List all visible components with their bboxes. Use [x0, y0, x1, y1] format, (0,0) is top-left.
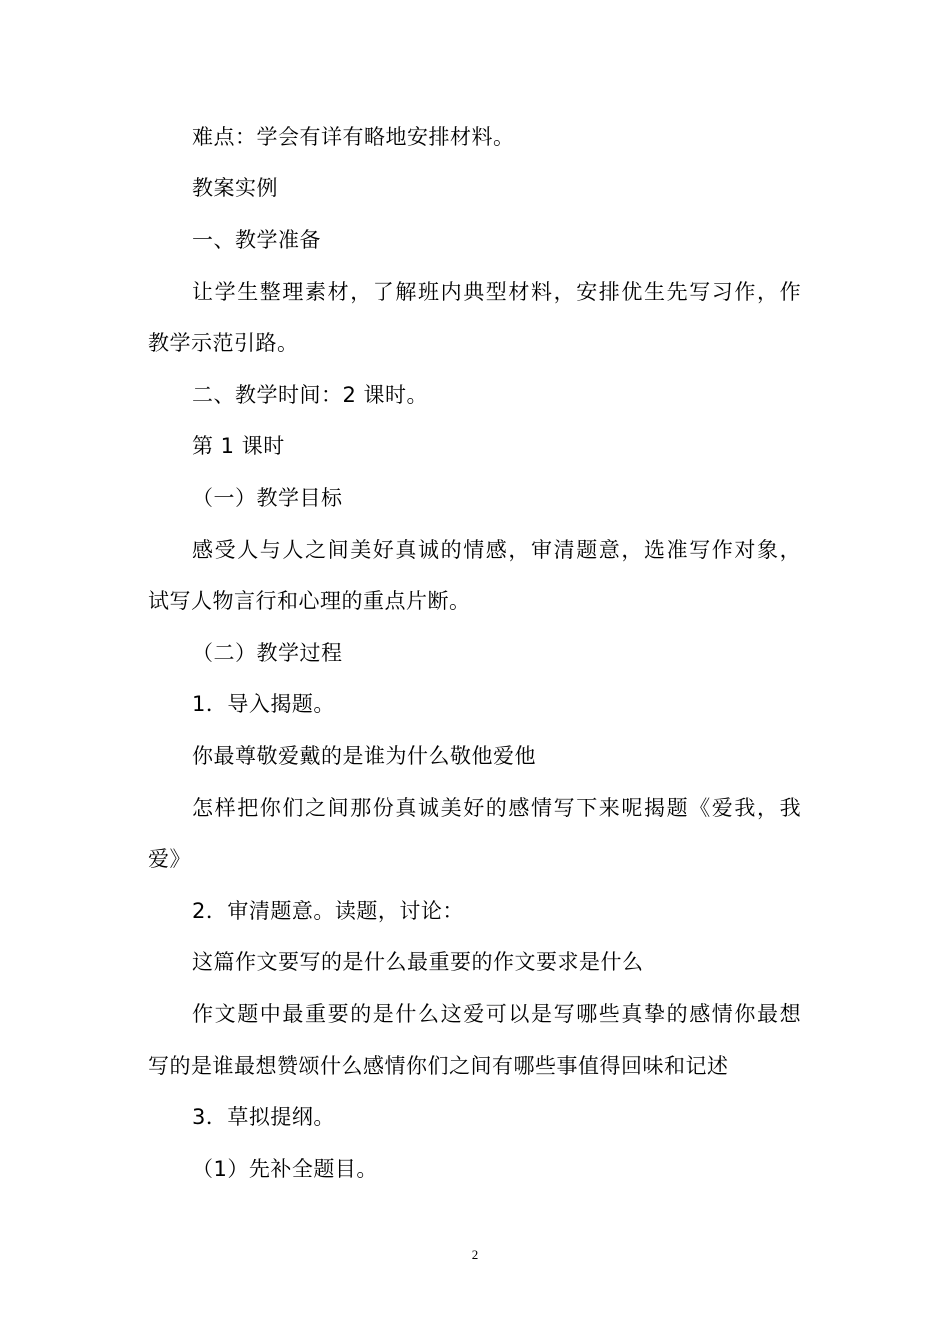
heading-teaching-time: 二、教学时间：2 课时。 — [192, 383, 429, 407]
heading-teaching-process: （二）教学过程 — [192, 641, 343, 665]
paragraph-goals-line-2: 试写人物言行和心理的重点片断。 — [148, 589, 471, 613]
paragraph-preparation-line-2: 教学示范引路。 — [148, 331, 299, 355]
heading-teaching-goals: （一）教学目标 — [192, 486, 343, 510]
paragraph-reveal-title-line-2: 爱》 — [148, 847, 191, 871]
paragraph-goals-line-1: 感受人与人之间美好真诚的情感，审清题意，选准写作对象， — [192, 538, 803, 562]
heading-first-lesson: 第 1 课时 — [192, 434, 285, 458]
paragraph-question-respect: 你最尊敬爱戴的是谁为什么敬他爱他 — [192, 744, 536, 768]
paragraph-reveal-title-line-1: 怎样把你们之间那份真诚美好的感情写下来呢揭题《爱我，我 — [192, 796, 803, 820]
heading-lesson-example: 教案实例 — [192, 176, 278, 200]
paragraph-discussion-line-2: 写的是谁最想赞颂什么感情你们之间有哪些事值得回味和记述 — [148, 1054, 729, 1078]
heading-teaching-preparation: 一、教学准备 — [192, 228, 321, 252]
paragraph-difficulty: 难点：学会有详有略地安排材料。 — [192, 125, 515, 149]
step-2-understand-topic: 2．审清题意。读题，讨论： — [192, 899, 464, 923]
substep-complete-title: （1）先补全题目。 — [192, 1157, 378, 1181]
page-number: 2 — [471, 1247, 479, 1262]
paragraph-discussion-line-1: 作文题中最重要的是什么这爱可以是写哪些真挚的感情你最想 — [192, 1002, 803, 1026]
step-1-introduction: 1．导入揭题。 — [192, 692, 335, 716]
paragraph-composition-requirement: 这篇作文要写的是什么最重要的作文要求是什么 — [192, 950, 644, 974]
paragraph-preparation-line-1: 让学生整理素材，了解班内典型材料，安排优生先写习作，作 — [192, 280, 803, 304]
step-3-draft-outline: 3．草拟提纲。 — [192, 1105, 335, 1129]
